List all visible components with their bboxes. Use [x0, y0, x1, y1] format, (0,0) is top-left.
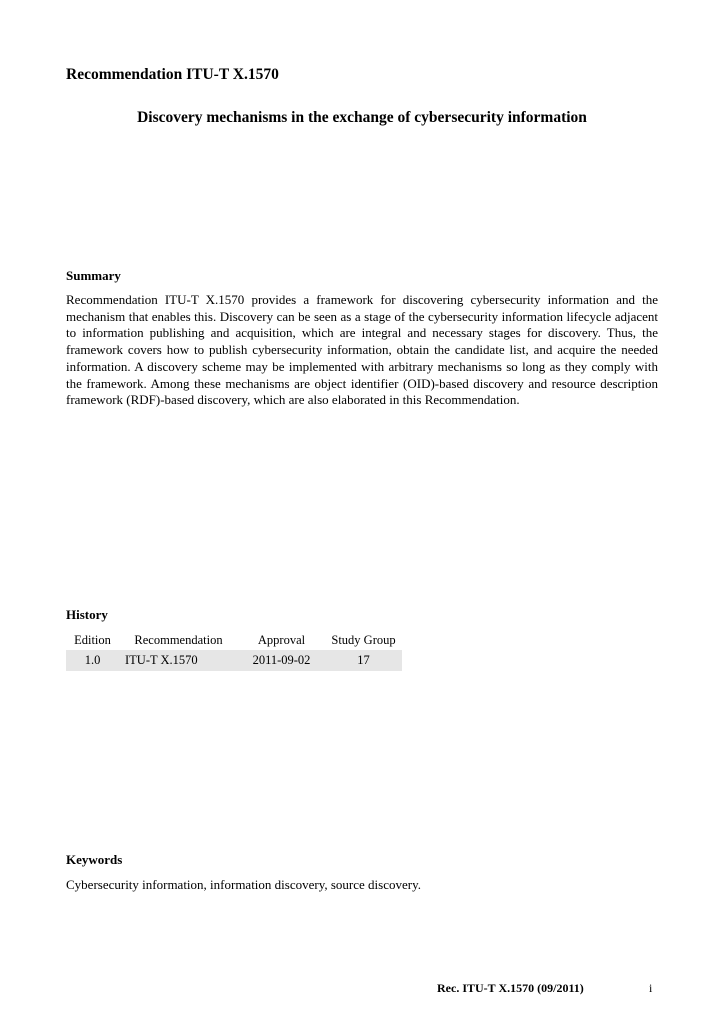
summary-text: Recommendation ITU-T X.1570 provides a framework for discovering cybersecurity information and the mechanism that enables this. Discovery can be seen as a stage of the cybersecurity information lifecycle adjacent to information publishing and acquisition, which are integral and necessary stages for discovery. Thus, the framework covers how to publish cybersecurity information, obtain the candidate list, and acquire the needed information. A discovery scheme may be implemented with arbitrary mechanisms so long as they comply with the framework. Among these mechanisms are object identifier (OID)-based discovery and resource description framework (RDF)-based discovery, which are also elaborated in this Recommendation.	[66, 292, 658, 408]
footer-reference: Rec. ITU-T X.1570 (09/2011)	[437, 981, 584, 995]
keywords-heading: Keywords	[66, 852, 123, 867]
cell-study-group: 17	[325, 650, 402, 671]
table-row	[66, 650, 402, 671]
column-header-recommendation: Recommendation	[134, 633, 223, 647]
history-table-header-row	[66, 631, 402, 650]
summary-heading: Summary	[66, 268, 121, 283]
column-header-study-group: Study Group	[331, 633, 396, 647]
keywords-text: Cybersecurity information, information discovery, source discovery.	[66, 877, 421, 892]
page-number: i	[649, 981, 653, 995]
column-header-approval: Approval	[257, 633, 306, 647]
cell-recommendation: ITU-T X.1570	[119, 650, 238, 671]
history-table	[66, 631, 402, 671]
document-title: Recommendation ITU-T X.1570	[66, 66, 279, 83]
column-header-edition: Edition	[74, 633, 111, 647]
history-heading: History	[66, 607, 108, 622]
cell-approval: 2011-09-02	[238, 650, 325, 671]
document-subtitle: Discovery mechanisms in the exchange of cybersecurity information	[137, 109, 587, 126]
cell-edition: 1.0	[66, 650, 119, 671]
